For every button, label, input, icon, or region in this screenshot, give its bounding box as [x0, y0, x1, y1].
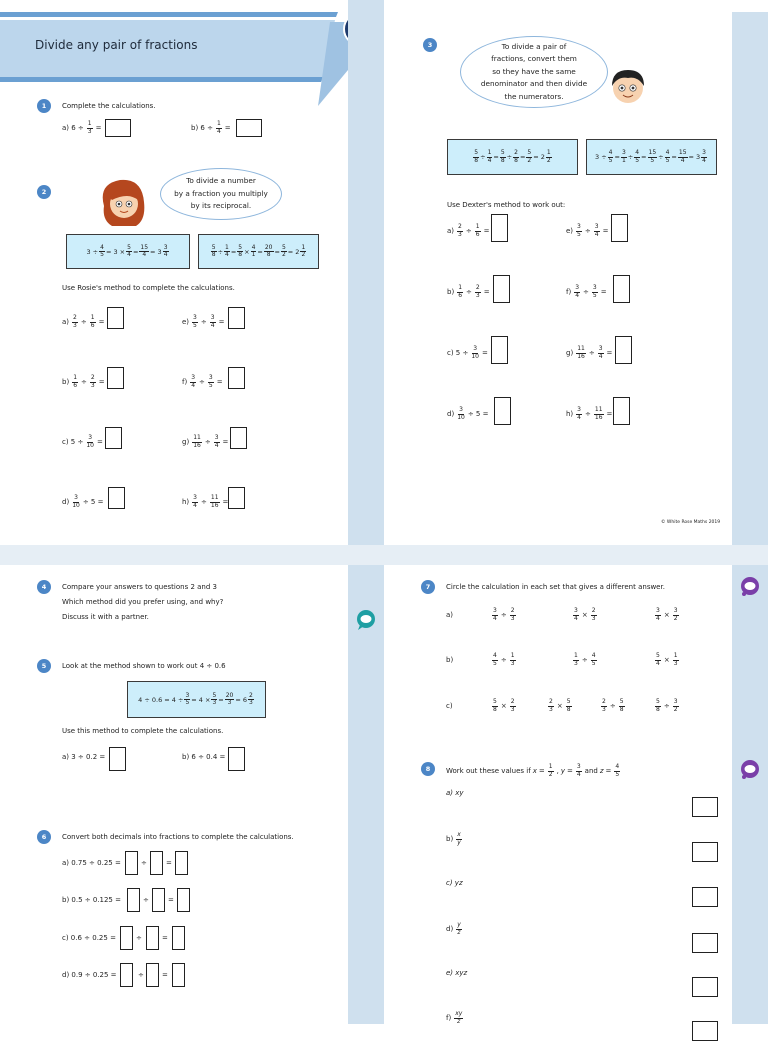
option[interactable]: $\frac{5}{4}$ × $\frac{1}{3}$	[656, 652, 678, 667]
question-badge: 1	[37, 99, 51, 113]
answer-box[interactable]	[127, 888, 140, 912]
option[interactable]: $\frac{2}{3}$ × $\frac{5}{8}$	[549, 698, 571, 713]
question-badge: 8	[421, 762, 435, 776]
answer-box[interactable]	[692, 977, 718, 997]
option[interactable]: $\frac{5}{8}$ ÷ $\frac{3}{2}$	[656, 698, 678, 713]
worked-example-box: 3 ÷ $\frac{4}{5}$ = 3 × $\frac{5}{4}$ = $\frac{15}{4}$ = 3 $\frac{3}{4}$	[66, 234, 190, 269]
divide-sign: ÷	[143, 896, 149, 904]
calc-label: e)	[566, 227, 574, 235]
calc-8c: c) yz	[446, 879, 463, 887]
answer-box[interactable]	[228, 747, 245, 771]
answer-box[interactable]	[692, 797, 718, 817]
calc-3c: c) 5 ÷ $\frac{3}{10}$ =	[447, 345, 488, 360]
question-badge: 7	[421, 580, 435, 594]
option[interactable]: $\frac{3}{4}$ ÷ $\frac{2}{3}$	[493, 607, 515, 622]
calc-8f: f) $\frac{xy}{z}$	[446, 1010, 463, 1025]
question-text: Compare your answers to questions 2 and 3	[62, 583, 217, 591]
equals-sign: =	[166, 859, 172, 867]
answer-box[interactable]	[491, 336, 508, 364]
side-stripe	[348, 0, 384, 545]
question-badge: 3	[423, 38, 437, 52]
question-text-part: Work out these values if	[446, 767, 531, 775]
side-stripe	[732, 565, 768, 1024]
calc-3d: d) $\frac{3}{10}$ ÷ 5 =	[447, 406, 489, 421]
answer-box[interactable]	[692, 842, 718, 862]
answer-box[interactable]	[125, 851, 138, 875]
worked-example-box: $\frac{5}{8}$ ÷ $\frac{1}{4}$ = $\frac{5}{8}$ ÷ $\frac{2}{8}$ = $\frac{5}{2}$ = 2 $\frac{1}{2}$	[447, 139, 578, 175]
calc-label: d)	[446, 925, 454, 933]
calc-label: e)	[182, 318, 190, 326]
answer-box[interactable]	[172, 963, 185, 987]
thought-bubble-icon	[739, 760, 759, 776]
calc-2g: g) $\frac{11}{16}$ ÷ $\frac{3}{4}$ =	[182, 434, 229, 449]
calc-2b: b) $\frac{1}{6}$ ÷ $\frac{2}{3}$ =	[62, 374, 105, 389]
calc-1a: a) 6 ÷ $\frac{1}{3}$ =	[62, 120, 102, 135]
worksheet-page-4	[384, 565, 732, 1024]
worked-example-box: 4 ÷ 0.6 = 4 ÷ $\frac{3}{5}$ = 4 × $\frac{5}{3}$ = $\frac{20}{3}$ = 6 $\frac{2}{3}$	[127, 681, 266, 718]
bubble-line: To divide a pair of	[501, 41, 567, 51]
calc-8e: e) xyz	[446, 969, 468, 977]
calc-6b: b) 0.5 ÷ 0.125 =	[62, 896, 121, 904]
worksheet-page-3	[0, 565, 348, 1024]
calc-5b: b) 6 ÷ 0.4 =	[182, 753, 226, 761]
answer-box[interactable]	[107, 367, 124, 389]
answer-box[interactable]	[172, 926, 185, 950]
question-text: Work out these values if x = $\frac{1}{2}$ , y = $\frac{3}{4}$ and z = $\frac{4}{5}$	[446, 763, 620, 778]
calc-6c: c) 0.6 ÷ 0.25 =	[62, 934, 116, 942]
answer-box[interactable]	[146, 963, 159, 987]
calc-label: d)	[62, 498, 70, 506]
thought-bubble-icon	[739, 577, 759, 593]
calc-8d: d) $\frac{y}{z}$	[446, 921, 461, 936]
answer-box[interactable]	[494, 397, 511, 425]
bubble-line: so they have the same	[492, 66, 576, 76]
calc-label: g)	[566, 349, 574, 357]
bubble-line: by a fraction you multiply	[174, 188, 268, 198]
answer-box[interactable]	[493, 275, 510, 303]
row-label: c)	[446, 702, 453, 710]
calc-label: b) 6 ÷	[191, 124, 213, 132]
answer-box[interactable]	[228, 367, 245, 389]
row-label: b)	[446, 656, 454, 664]
calc-label: f)	[566, 288, 572, 296]
side-stripe	[732, 12, 768, 545]
option[interactable]: $\frac{3}{4}$ × $\frac{3}{2}$	[656, 607, 678, 622]
answer-box[interactable]	[120, 926, 133, 950]
speech-bubble-icon	[355, 610, 375, 626]
option[interactable]: $\frac{4}{5}$ ÷ $\frac{1}{3}$	[493, 652, 515, 667]
page-title: Divide any pair of fractions	[35, 38, 198, 52]
question-badge: 5	[37, 659, 51, 673]
option[interactable]: $\frac{1}{3}$ ÷ $\frac{4}{5}$	[574, 652, 596, 667]
answer-box[interactable]	[228, 307, 245, 329]
question-text: Convert both decimals into fractions to complete the calculations.	[62, 833, 294, 841]
calc-label: d)	[447, 410, 455, 418]
equals-sign: =	[162, 971, 168, 979]
speech-bubble	[160, 168, 282, 220]
bubble-line: denominator and then divide	[480, 79, 588, 89]
answer-box[interactable]	[230, 427, 247, 449]
calc-1b: b) 6 ÷ $\frac{1}{4}$ =	[191, 120, 231, 135]
calc-2d: d) $\frac{3}{10}$ ÷ 5 =	[62, 494, 104, 509]
calc-3e: e) $\frac{3}{5}$ ÷ $\frac{3}{4}$ =	[566, 223, 609, 238]
calc-label: b)	[62, 378, 70, 386]
question-text: Which method did you prefer using, and why?	[62, 598, 224, 606]
calc-label: b)	[446, 835, 454, 843]
calc-label: c) 5 ÷	[62, 438, 84, 446]
answer-box[interactable]	[175, 851, 188, 875]
row-label: a)	[446, 611, 454, 619]
divide-sign: ÷	[141, 859, 147, 867]
answer-box[interactable]	[177, 888, 190, 912]
calc-label: a)	[447, 227, 455, 235]
question-badge: 6	[37, 830, 51, 844]
calc-3b: b) $\frac{1}{6}$ ÷ $\frac{2}{3}$ =	[447, 284, 490, 299]
answer-box[interactable]	[105, 119, 131, 137]
option[interactable]: $\frac{2}{3}$ ÷ $\frac{5}{8}$	[602, 698, 624, 713]
bubble-line: fractions, convert them	[491, 54, 577, 64]
answer-box[interactable]	[109, 747, 126, 771]
fraction: $\frac{1}{3}$	[87, 120, 92, 135]
answer-box[interactable]	[150, 851, 163, 875]
instruction-text: Use this method to complete the calculations.	[62, 727, 224, 735]
calc-8b: b) $\frac{x}{y}$	[446, 831, 461, 846]
answer-box[interactable]	[613, 275, 630, 303]
answer-box[interactable]	[120, 963, 133, 987]
bubble-line: the numerators.	[504, 91, 564, 101]
question-badge: 2	[37, 185, 51, 199]
page-divider	[0, 545, 768, 565]
answer-box[interactable]	[105, 427, 122, 449]
answer-box[interactable]	[228, 487, 245, 509]
question-text: Circle the calculation in each set that gives a different answer.	[446, 583, 665, 591]
calc-label: h)	[182, 498, 190, 506]
calc-5a: a) 3 ÷ 0.2 =	[62, 753, 106, 761]
answer-box[interactable]	[692, 1021, 718, 1041]
dexter-character-icon	[606, 64, 650, 108]
calc-3a: a) $\frac{2}{3}$ ÷ $\frac{1}{6}$ =	[447, 223, 490, 238]
calc-6a: a) 0.75 ÷ 0.25 =	[62, 859, 121, 867]
calc-label: a)	[62, 318, 70, 326]
calc-8a: a) xy	[446, 789, 464, 797]
calc-2a: a) $\frac{2}{3}$ ÷ $\frac{1}{6}$ =	[62, 314, 105, 329]
calc-label: f)	[182, 378, 188, 386]
instruction-text: Use Rosie's method to complete the calculations.	[62, 284, 235, 292]
answer-box[interactable]	[152, 888, 165, 912]
calc-label: a) 6 ÷	[62, 124, 84, 132]
calc-label: h)	[566, 410, 574, 418]
question-text: Look at the method shown to work out 4 ÷ 0.6	[62, 662, 226, 670]
worked-example-box: $\frac{5}{8}$ ÷ $\frac{1}{4}$ = $\frac{5}{8}$ × $\frac{4}{1}$ = $\frac{20}{8}$ = $\frac{5}{2}$ = 2 $\frac{1}{2}$	[198, 234, 319, 269]
speech-bubble	[460, 36, 608, 108]
answer-box[interactable]	[692, 933, 718, 953]
answer-box[interactable]	[611, 214, 628, 242]
calc-label: f)	[446, 1014, 452, 1022]
worked-example-box: 3 ÷ $\frac{4}{5}$ = $\frac{3}{1}$ ÷ $\frac{4}{5}$ = $\frac{15}{5}$ ÷ $\frac{4}{5}$ = $\frac{15}{4}$ = 3 $\frac{3}{4}$	[586, 139, 717, 175]
answer-box[interactable]	[107, 307, 124, 329]
bubble-line: by its reciprocal.	[190, 201, 252, 211]
bubble-line: To divide a number	[186, 176, 256, 186]
calc-3g: g) $\frac{11}{16}$ ÷ $\frac{3}{4}$ =	[566, 345, 613, 360]
calc-3f: f) $\frac{3}{4}$ ÷ $\frac{3}{5}$ =	[566, 284, 607, 299]
calc-label: g)	[182, 438, 190, 446]
worksheet-page-1	[0, 0, 348, 545]
answer-box[interactable]	[613, 397, 630, 425]
calc-label: c) 5 ÷	[447, 349, 469, 357]
equals-sign: =	[168, 896, 174, 904]
calc-label: b)	[447, 288, 455, 296]
calc-6d: d) 0.9 ÷ 0.25 =	[62, 971, 117, 979]
rosie-character-icon	[98, 176, 150, 228]
side-stripe	[348, 565, 384, 1024]
calc-2h: h) $\frac{3}{4}$ ÷ $\frac{11}{16}$ =	[182, 494, 229, 509]
worksheet-page-2	[384, 0, 732, 545]
calc-2f: f) $\frac{3}{4}$ ÷ $\frac{3}{5}$ =	[182, 374, 223, 389]
divide-sign: ÷	[136, 934, 142, 942]
copyright: © White Rose Maths 2019	[661, 520, 721, 525]
answer-box[interactable]	[146, 926, 159, 950]
equals-sign: =	[162, 934, 168, 942]
answer-box[interactable]	[615, 336, 632, 364]
answer-box[interactable]	[491, 214, 508, 242]
question-text: Discuss it with a partner.	[62, 613, 149, 621]
question-text: Complete the calculations.	[62, 102, 156, 110]
option[interactable]: $\frac{3}{4}$ × $\frac{2}{3}$	[574, 607, 596, 622]
answer-box[interactable]	[692, 887, 718, 907]
divide-sign: ÷	[138, 971, 144, 979]
option[interactable]: $\frac{5}{8}$ × $\frac{2}{3}$	[493, 698, 515, 713]
calc-2e: e) $\frac{3}{5}$ ÷ $\frac{3}{4}$ =	[182, 314, 225, 329]
question-badge: 4	[37, 580, 51, 594]
fraction: $\frac{1}{4}$	[216, 120, 221, 135]
calc-2c: c) 5 ÷ $\frac{3}{10}$ =	[62, 434, 103, 449]
instruction-text: Use Dexter's method to work out:	[447, 201, 566, 209]
answer-box[interactable]	[236, 119, 262, 137]
answer-box[interactable]	[108, 487, 125, 509]
calc-3h: h) $\frac{3}{4}$ ÷ $\frac{11}{16}$ =	[566, 406, 613, 421]
